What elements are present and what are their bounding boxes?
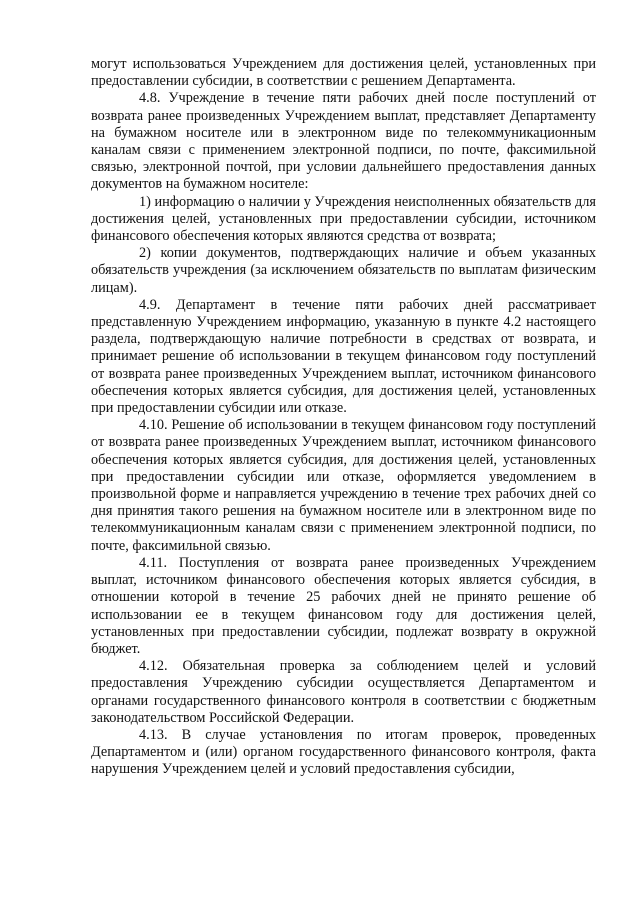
paragraph-4-8-item-1: 1) информацию о наличии у Учреждения неисполненных обязательств для достижения целей, установленных при предоставлении субсидии, источником финансового обеспечения которых являются средства от возврата; bbox=[91, 193, 596, 245]
paragraph-4-10: 4.10. Решение об использовании в текущем финансовом году поступлений от возврата ранее произведенных Учреждением выплат, источником финансового обеспечения которых является субсидия, для достижения целей, установленных при предоставлении субсидии или отказе, оформляется уведомлением в произвольной форме и направляется учреждению в течение трех рабочих дней со дня принятия такого решения на бумажном носителе или в электронном виде по телекоммуникационным каналам связи с применением электронной подписи, по почте, факсимильной связью. bbox=[91, 417, 596, 554]
paragraph-continuation: могут использоваться Учреждением для достижения целей, установленных при предоставлении субсидии, в соответствии с решением Департамента. bbox=[91, 56, 596, 90]
paragraph-4-11: 4.11. Поступления от возврата ранее произведенных Учреждением выплат, источником финансового обеспечения которых является субсидия, в отношении которой в течение 25 рабочих дней не принято решение об использовании ее в текущем финансовом году для достижения целей, установленных при предоставлении субсидии, подлежат возврату в окружной бюджет. bbox=[91, 554, 596, 657]
paragraph-4-8: 4.8. Учреждение в течение пяти рабочих дней после поступлений от возврата ранее произведенных Учреждением выплат, представляет Департаменту на бумажном носителе или в электронном виде по телекоммуникационным каналам связи с применением электронной подписи, по почте, факсимильной связью, электронной почтой, при условии дальнейшего предоставления данных документов на бумажном носителе: bbox=[91, 90, 596, 193]
paragraph-4-8-item-2: 2) копии документов, подтверждающих наличие и объем указанных обязательств учреждения (за исключением обязательств по выплатам физическим лицам). bbox=[91, 245, 596, 296]
paragraph-4-12: 4.12. Обязательная проверка за соблюдением целей и условий предоставления Учреждению субсидии осуществляется Департаментом и органами государственного финансового контроля в соответствии с бюджетным законодательством Российской Федерации. bbox=[91, 658, 596, 726]
document-body bbox=[91, 56, 596, 779]
paragraph-4-13: 4.13. В случае установления по итогам проверок, проведенных Департаментом и (или) органом государственного финансового контроля, факта нарушения Учреждением целей и условий предоставления субсидии, bbox=[91, 726, 596, 778]
paragraph-4-9: 4.9. Департамент в течение пяти рабочих дней рассматривает представленную Учреждением информацию, указанную в пункте 4.2 настоящего раздела, подтверждающую наличие потребности в средствах от возврата, и принимает решение об использовании в текущем финансовом году поступлений от возврата ранее произведенных Учреждением выплат, источником финансового обеспечения которых является субсидия, для достижения целей, установленных при предоставлении субсидии или отказе. bbox=[91, 296, 596, 417]
